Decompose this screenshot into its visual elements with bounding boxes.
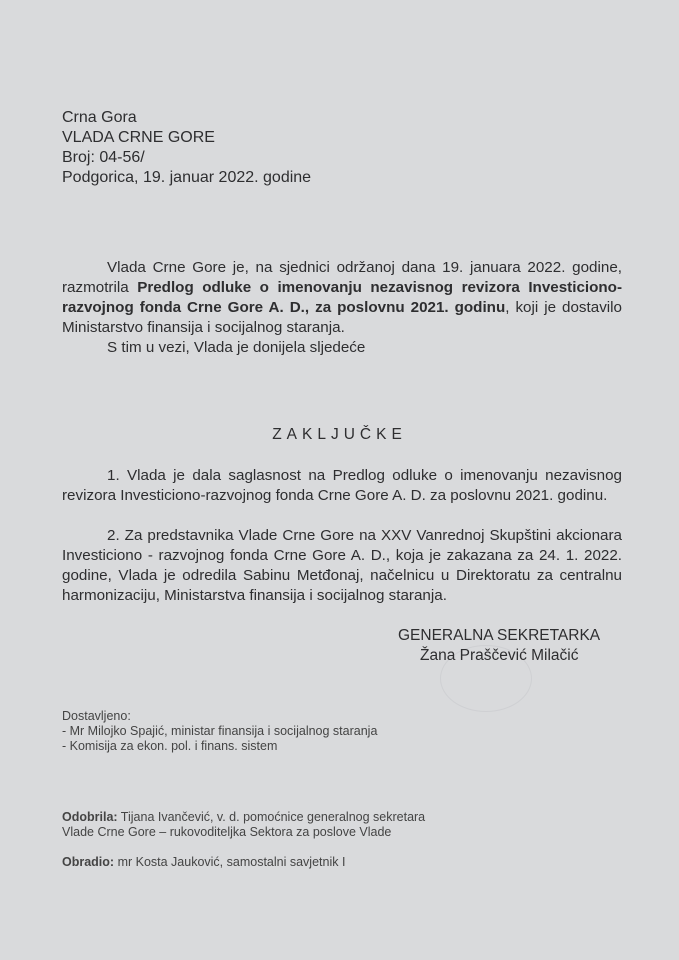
approved-text: Tijana Ivančević, v. d. pomoćnice generalnog sekretara [117, 810, 426, 824]
delivered-block [62, 709, 377, 754]
place-date: Podgorica, 19. januar 2022. godine [62, 169, 312, 186]
signature-block [398, 626, 600, 666]
intro-line2: S tim u vezi, Vlada je donijela sljedeće [107, 339, 366, 356]
approved-text-2: Vlade Crne Gore – rukovoditeljka Sektora za poslove Vlade [62, 825, 392, 839]
document-header [62, 108, 311, 188]
proposal-title: Predlog odluke o imenovanju nezavisnog revizora Investiciono-razvojnog fonda Crne Gore A. D., za poslovnu 2021. godinu [62, 279, 622, 316]
conclusion-item-2: 2. Za predstavnika Vlade Crne Gore na XXV Vanrednoj Skupštini akcionara Investiciono - razvojnog fonda Crne Gore A. D., koja je zakazana za 24. 1. 2022. godine, Vlada je odredila Sabinu Metđonaj, načelnicu u Direktoratu za centralnu harmonizaciju, Ministarstva finansija i socijalnog staranja. [62, 527, 622, 604]
reference-number: Broj: 04-56/ [62, 149, 145, 166]
processed-text: mr Kosta Jauković, samostalni savjetnik I [114, 855, 346, 869]
signatory-role: GENERALNA SEKRETARKA [398, 627, 601, 644]
government: VLADA CRNE GORE [62, 129, 215, 146]
country: Crna Gora [62, 109, 137, 126]
recipient: - Komisija za ekon. pol. i finans. sistem [62, 739, 278, 753]
processed-label: Obradio: [62, 855, 115, 869]
intro-text: Vlada Crne Gore je, na sjednici održanoj dana 19. januara 2022. godine, razmotrila [62, 259, 622, 296]
intro-paragraph [62, 258, 622, 338]
approved-block [62, 810, 425, 840]
processed-block [62, 855, 345, 870]
approved-label: Odobrila: [62, 810, 118, 824]
conclusions-title: ZAKLJUČKE [272, 426, 407, 443]
delivered-label: Dostavljeno: [62, 709, 131, 723]
signatory-name: Žana Praščević Milačić [420, 647, 579, 664]
recipient: - Mr Milojko Spajić, ministar finansija i socijalnog staranja [62, 724, 378, 738]
conclusion-item-1: 1. Vlada je dala saglasnost na Predlog odluke o imenovanju nezavisnog revizora Investiciono-razvojnog fonda Crne Gore A. D. za poslovnu 2021. godinu. [62, 467, 622, 504]
intro-text-end: , koji je dostavilo Ministarstvo finansija i socijalnog staranja. [62, 299, 622, 336]
